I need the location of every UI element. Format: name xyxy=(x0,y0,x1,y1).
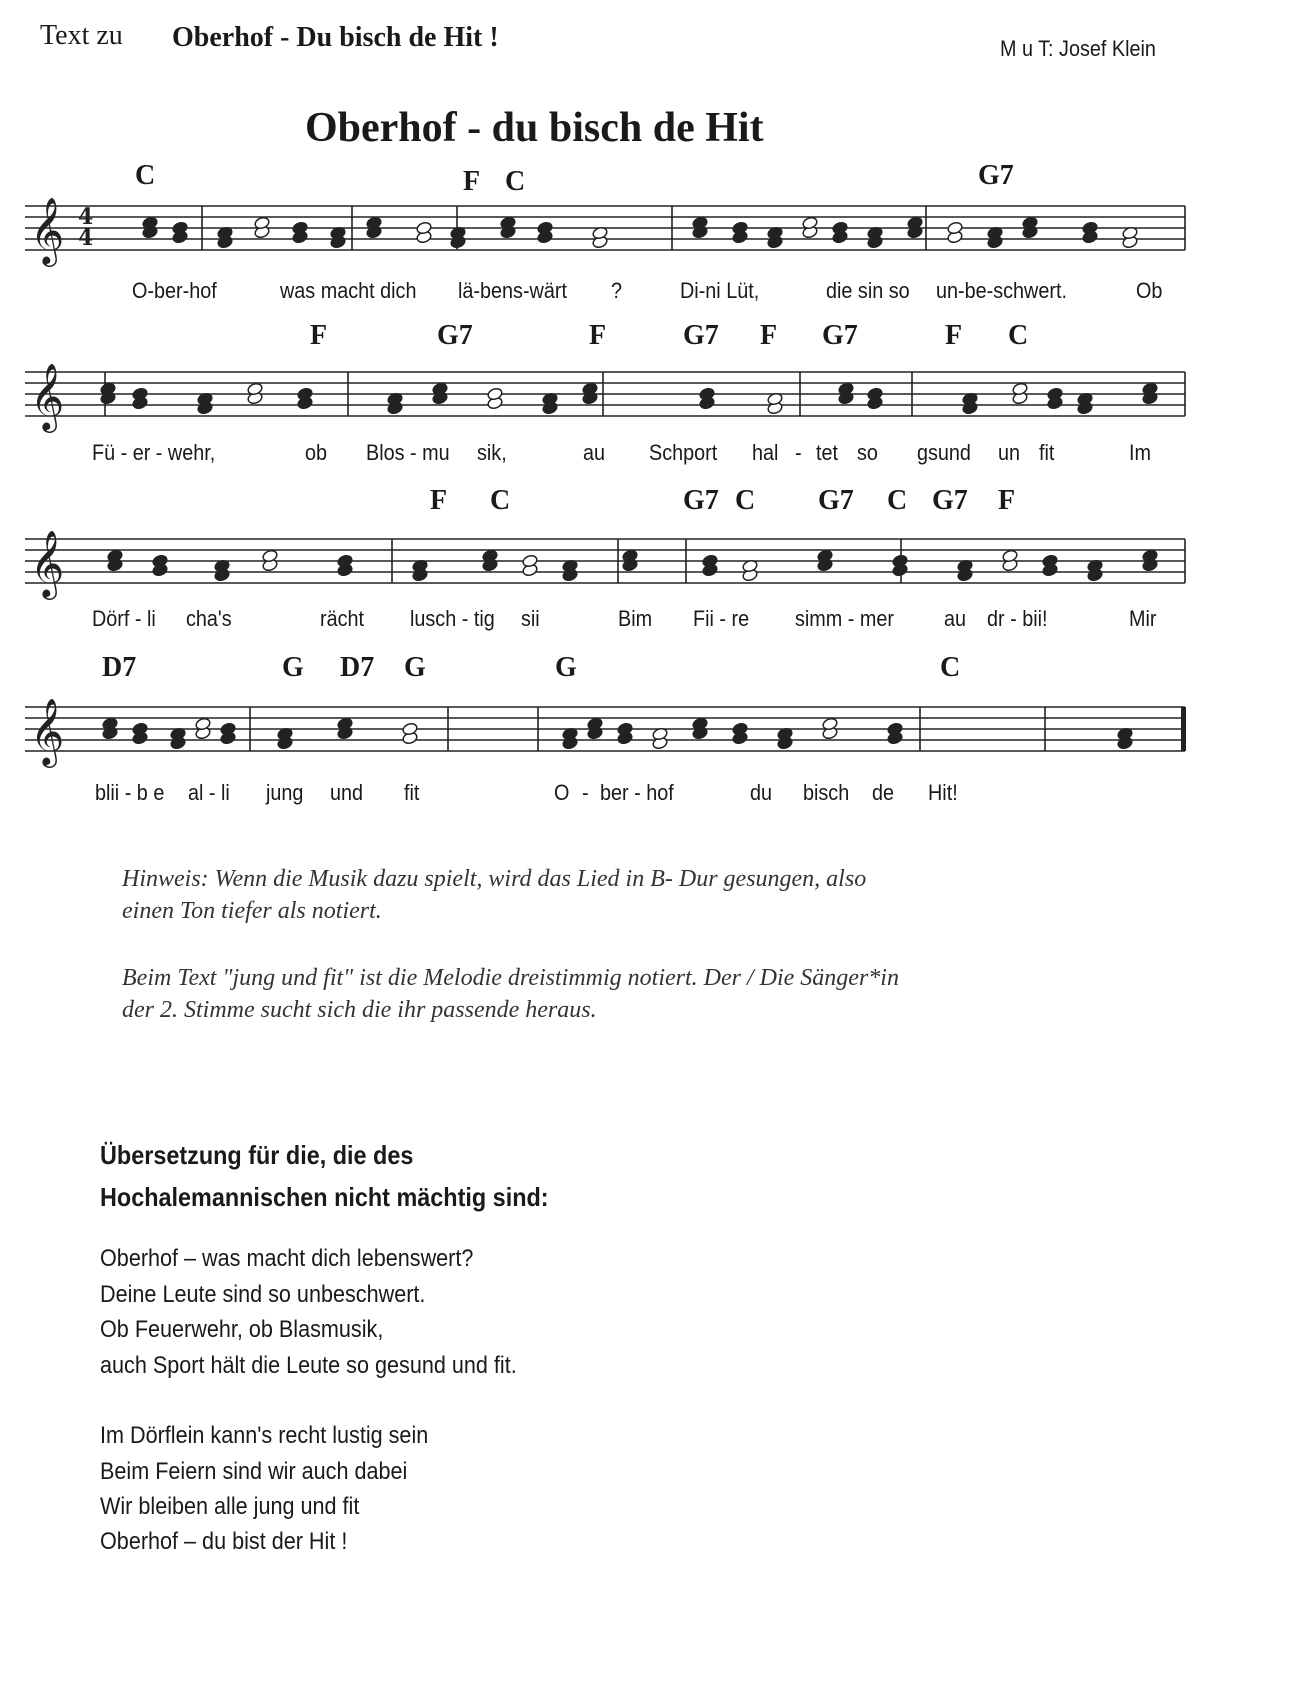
lyric-syllable: Mir xyxy=(1129,606,1157,631)
header-author: M u T: Josef Klein xyxy=(1000,36,1156,61)
lyric-syllable: au xyxy=(944,606,967,631)
chord-symbol: F xyxy=(760,320,778,351)
chord-symbol: G xyxy=(555,652,577,683)
translation-line: Deine Leute sind so unbeschwert. xyxy=(100,1281,426,1308)
translation-line: Ob Feuerwehr, ob Blasmusik, xyxy=(100,1316,384,1343)
translation-line: Im Dörflein kann's recht lustig sein xyxy=(100,1422,429,1449)
chord-symbol: F xyxy=(945,320,963,351)
lyric-syllable: de xyxy=(872,780,895,805)
note-line: Hinweis: Wenn die Musik dazu spielt, wird das Lied in B- Dur gesungen, also xyxy=(122,866,867,892)
note-line: der 2. Stimme sucht sich die ihr passende heraus. xyxy=(122,997,597,1023)
chord-symbol: G7 xyxy=(683,320,719,351)
lyric-syllable: tet xyxy=(816,440,839,465)
lyric-syllable: - xyxy=(795,440,802,465)
chord-symbol: G7 xyxy=(818,485,854,516)
lyric-syllable: fit xyxy=(1039,440,1055,465)
lyric-syllable: rächt xyxy=(320,606,365,631)
treble-clef-icon: 𝄞 xyxy=(30,529,65,597)
chord-symbol: C xyxy=(1008,320,1029,351)
song-title: Oberhof - du bisch de Hit xyxy=(305,105,764,151)
lyric-syllable: du xyxy=(750,780,773,805)
chord-symbol: F xyxy=(463,166,481,197)
music-score xyxy=(0,0,1311,820)
lyric-syllable: ob xyxy=(305,440,328,465)
lyric-syllable: Fü - er - wehr, xyxy=(92,440,216,465)
time-signature-bottom: 4 xyxy=(78,225,94,251)
lyric-syllable: lä-bens-wärt xyxy=(458,278,567,303)
chord-symbol: F xyxy=(310,320,328,351)
lyric-syllable: sik, xyxy=(477,440,507,465)
lyric-syllable: un xyxy=(998,440,1021,465)
lyric-syllable: bisch xyxy=(803,780,850,805)
treble-clef-icon: 𝄞 xyxy=(30,196,65,264)
lyric-syllable: lusch - tig xyxy=(410,606,495,631)
lyric-syllable: O xyxy=(554,780,570,805)
translation-line: Oberhof – du bist der Hit ! xyxy=(100,1528,348,1555)
lyric-syllable: Bim xyxy=(618,606,653,631)
chord-symbol: C xyxy=(135,160,156,191)
lyric-syllable: Hit! xyxy=(928,780,958,805)
lyric-syllable: dr - bii! xyxy=(987,606,1048,631)
chord-symbol: G xyxy=(404,652,426,683)
lyric-syllable: au xyxy=(583,440,606,465)
chord-symbol: G7 xyxy=(932,485,968,516)
lyric-syllable: was macht dich xyxy=(280,278,417,303)
lyric-syllable: hal xyxy=(752,440,779,465)
chord-symbol: C xyxy=(940,652,961,683)
lyric-syllable: cha's xyxy=(186,606,232,631)
translation-heading: Hochalemannischen nicht mächtig sind: xyxy=(100,1182,549,1212)
chord-symbol: C xyxy=(887,485,908,516)
lyric-syllable: gsund xyxy=(917,440,971,465)
chord-symbol: G xyxy=(282,652,304,683)
lyric-syllable: Dörf - li xyxy=(92,606,156,631)
lyric-syllable: O-ber-hof xyxy=(132,278,217,303)
lyric-syllable: Schport xyxy=(649,440,718,465)
lyric-syllable: al - li xyxy=(188,780,230,805)
lyric-syllable: Fii - re xyxy=(693,606,750,631)
chord-symbol: D7 xyxy=(102,652,137,683)
chord-symbol: G7 xyxy=(683,485,719,516)
chord-symbol: F xyxy=(430,485,448,516)
note-line: Beim Text "jung und fit" ist die Melodie dreistimmig notiert. Der / Die Sänger*in xyxy=(122,965,899,991)
final-bar-line xyxy=(1181,707,1186,751)
treble-clef-icon: 𝄞 xyxy=(30,362,65,430)
lyric-syllable: ? xyxy=(611,278,623,303)
lyric-syllable: Im xyxy=(1129,440,1152,465)
lyric-syllable: Ob xyxy=(1136,278,1163,303)
lyric-syllable: ber - hof xyxy=(600,780,674,805)
chord-symbol: D7 xyxy=(340,652,375,683)
chord-symbol: C xyxy=(505,166,526,197)
lyric-syllable: - xyxy=(582,780,589,805)
chord-symbol: C xyxy=(735,485,756,516)
lyric-syllable: simm - mer xyxy=(795,606,894,631)
lyric-syllable: un-be-schwert. xyxy=(936,278,1067,303)
chord-symbol: F xyxy=(998,485,1016,516)
header-prefix: Text zu xyxy=(40,20,123,51)
chord-symbol: G7 xyxy=(978,160,1014,191)
lyric-syllable: blii - b e xyxy=(95,780,165,805)
translation-line: Wir bleiben alle jung und fit xyxy=(100,1493,360,1520)
chord-symbol: G7 xyxy=(437,320,473,351)
lyric-syllable: fit xyxy=(404,780,420,805)
lyric-syllable: Blos - mu xyxy=(366,440,450,465)
treble-clef-icon: 𝄞 xyxy=(30,697,65,765)
chord-symbol: C xyxy=(490,485,511,516)
time-signature-top: 4 xyxy=(78,204,94,230)
chord-symbol: F xyxy=(589,320,607,351)
chord-symbol: G7 xyxy=(822,320,858,351)
lyric-syllable: die sin so xyxy=(826,278,910,303)
translation-line: Oberhof – was macht dich lebenswert? xyxy=(100,1245,474,1272)
translation-line: auch Sport hält die Leute so gesund und fit. xyxy=(100,1352,517,1379)
translation-line: Beim Feiern sind wir auch dabei xyxy=(100,1458,408,1485)
lyric-syllable: so xyxy=(857,440,878,465)
lyric-syllable: Di-ni Lüt, xyxy=(680,278,760,303)
lyric-syllable: sii xyxy=(521,606,540,631)
header-title: Oberhof - Du bisch de Hit ! xyxy=(172,22,499,53)
lyric-syllable: und xyxy=(330,780,364,805)
translation-heading: Übersetzung für die, die des xyxy=(100,1140,414,1170)
note-line: einen Ton tiefer als notiert. xyxy=(122,898,382,924)
lyric-syllable: jung xyxy=(266,780,304,805)
